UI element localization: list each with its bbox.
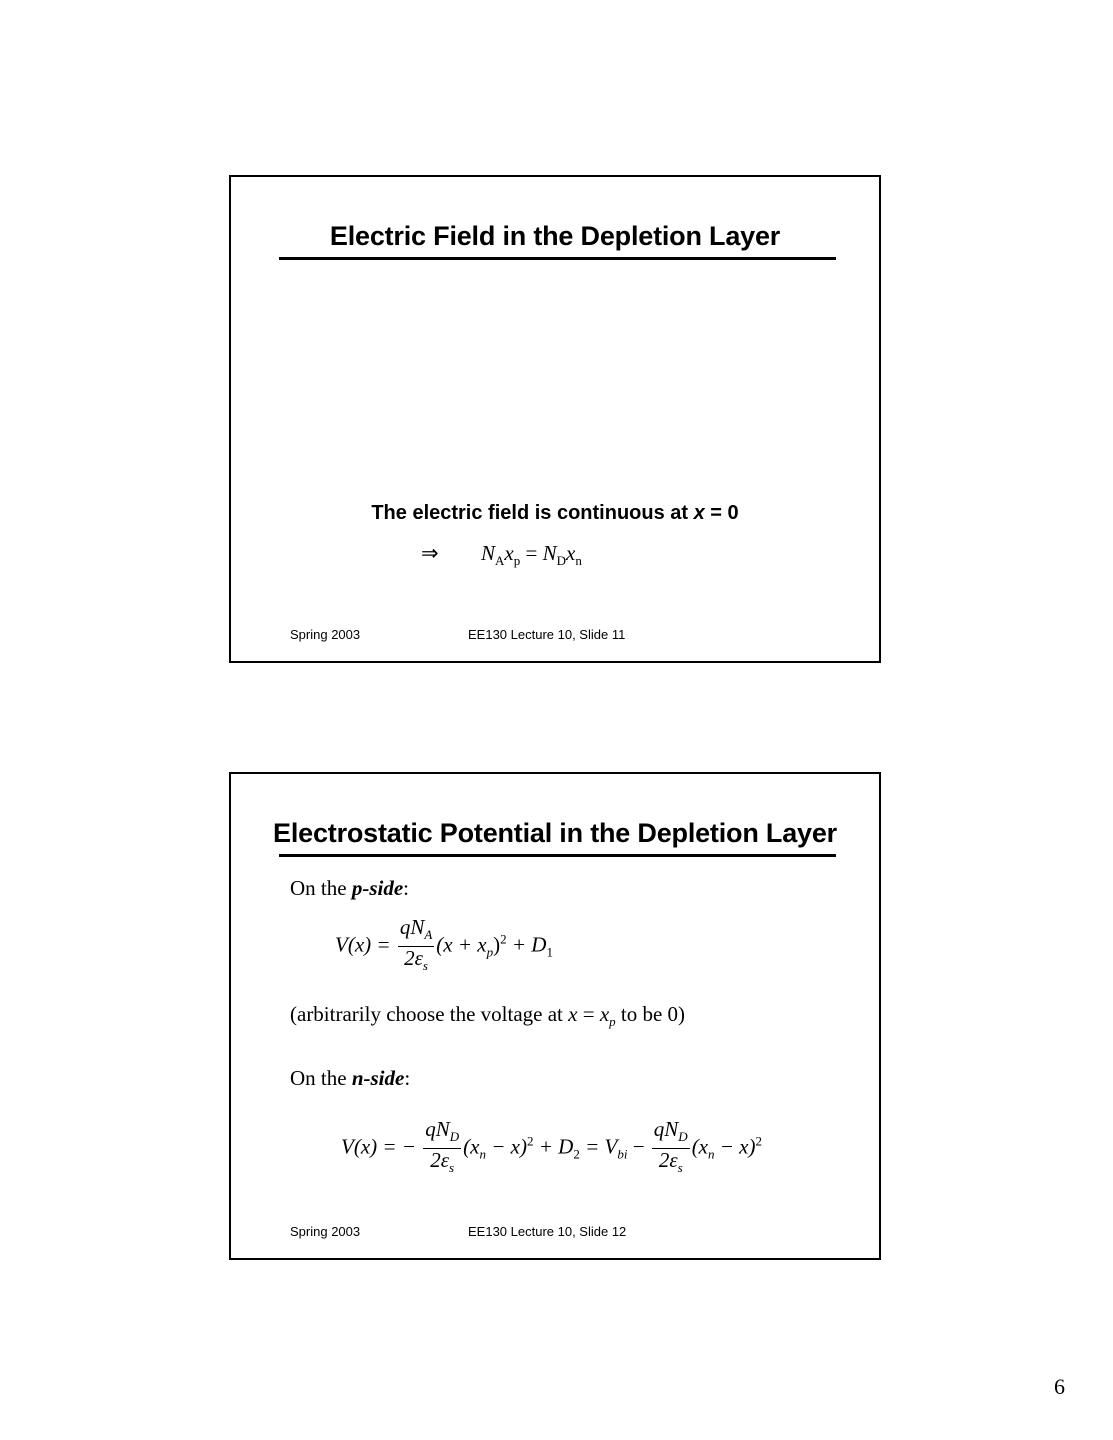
footer-date: Spring 2003 xyxy=(290,627,361,642)
eq2-end1: (x xyxy=(691,1134,709,1159)
slide-title: Electric Field in the Depletion Layer xyxy=(329,221,781,251)
title-underline xyxy=(279,854,836,857)
eq2-fraction-2 xyxy=(652,1118,690,1179)
eq2-lhs: V(x) = − xyxy=(341,1134,416,1159)
boundary-note xyxy=(290,1002,685,1030)
eq1-denominator-sub: s xyxy=(422,958,428,974)
eq2-mid1-sub: n xyxy=(479,1146,486,1162)
note-eq: = xyxy=(577,1002,600,1026)
eq2-end2: − x) xyxy=(714,1134,756,1159)
p-side-term: p-side xyxy=(351,876,404,900)
n-side-label xyxy=(290,1066,410,1091)
eq1-close: ) xyxy=(493,932,501,957)
eq2-denominator-2-sub: s xyxy=(677,1160,683,1176)
note-x: x xyxy=(568,1002,578,1026)
eq2-sup: 2 xyxy=(526,1133,534,1149)
eq1-numerator-sub: A xyxy=(424,927,433,943)
statement-value: = 0 xyxy=(704,502,739,524)
p-side-prefix: On the xyxy=(290,876,352,900)
eq-nd-sub: D xyxy=(556,553,566,569)
eq2-numerator-2-sub: D xyxy=(678,1129,688,1145)
eq-equals: = xyxy=(520,541,543,565)
n-side-colon: : xyxy=(404,1066,411,1090)
eq-xn-sub: n xyxy=(575,553,582,569)
eq1-fraction xyxy=(398,916,434,977)
eq2-denominator: 2ε xyxy=(430,1148,450,1173)
eq1-paren: (x + x xyxy=(436,932,487,957)
slide-11 xyxy=(229,175,881,663)
eq1-denominator: 2ε xyxy=(404,946,423,971)
eq2-mid2: − x) xyxy=(485,1134,527,1159)
footer-slide-label: EE130 Lecture 10, Slide 11 xyxy=(468,627,626,642)
eq2-denominator-sub: s xyxy=(449,1160,455,1176)
note-xp: x xyxy=(599,1002,610,1026)
eq1-sup: 2 xyxy=(500,931,507,947)
eq2-numerator-sub: D xyxy=(449,1129,460,1145)
eq1-paren-sub: p xyxy=(486,944,494,960)
eq2-end1-sub: n xyxy=(708,1146,715,1162)
footer-date: Spring 2003 xyxy=(290,1224,361,1239)
charge-balance-equation xyxy=(481,541,582,569)
note-suffix: to be 0) xyxy=(615,1002,686,1026)
eq-nd: N xyxy=(542,541,557,565)
footer-slide-label: EE130 Lecture 10, Slide 12 xyxy=(468,1224,627,1239)
n-side-potential-equation xyxy=(341,1118,762,1179)
eq-xp-sub: p xyxy=(513,553,521,569)
eq1-lhs: V(x) = xyxy=(335,932,391,957)
eq2-end-sup: 2 xyxy=(755,1133,763,1149)
eq-na: N xyxy=(481,541,496,565)
eq2-fraction-1 xyxy=(423,1118,461,1179)
p-side-label xyxy=(290,876,409,901)
eq1-numerator: qN xyxy=(399,915,425,939)
slide-title: Electrostatic Potential in the Depletion Layer xyxy=(273,818,837,848)
implies-symbol: ⇒ xyxy=(421,541,439,565)
n-side-term: n-side xyxy=(351,1066,405,1090)
eq1-tail-sub: 1 xyxy=(546,944,553,960)
eq2-mid4-sub: bi xyxy=(617,1146,628,1162)
title-underline xyxy=(279,257,836,260)
n-side-prefix: On the xyxy=(290,1066,352,1090)
p-side-potential-equation xyxy=(335,916,553,977)
eq-xp: x xyxy=(504,541,514,565)
eq1-tail: + D xyxy=(506,932,547,957)
slide-12 xyxy=(229,772,881,1260)
continuity-statement xyxy=(231,502,879,525)
eq2-mid3: + D xyxy=(533,1134,574,1159)
eq2-mid4: = V xyxy=(579,1134,618,1159)
eq2-denominator-2: 2ε xyxy=(658,1148,678,1173)
statement-variable: x xyxy=(693,502,705,524)
page-number: 6 xyxy=(1054,1374,1065,1399)
eq2-numerator-2: qN xyxy=(653,1117,679,1141)
eq-na-sub: A xyxy=(495,553,505,569)
p-side-colon: : xyxy=(403,876,409,900)
eq2-mid1: (x xyxy=(463,1134,480,1159)
eq2-numerator: qN xyxy=(425,1117,450,1141)
eq-xn: x xyxy=(565,541,576,565)
eq2-minus: − xyxy=(627,1134,645,1159)
note-prefix: (arbitrarily choose the voltage at xyxy=(290,1002,569,1026)
statement-text: The electric field is continuous at xyxy=(371,502,694,524)
eq2-mid3-sub: 2 xyxy=(573,1146,580,1162)
note-xp-sub: p xyxy=(609,1014,616,1030)
